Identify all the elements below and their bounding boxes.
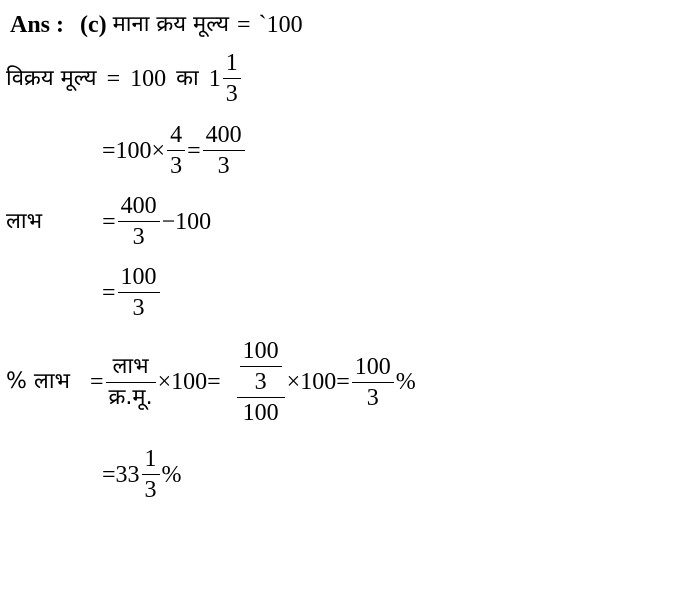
fraction	[352, 354, 394, 411]
fraction-denominator: 3	[217, 153, 230, 179]
fraction-numerator	[237, 338, 285, 395]
final-result-line	[102, 446, 182, 503]
equals-sign: =	[102, 461, 116, 488]
percent-sign: %	[395, 369, 416, 395]
fraction-denominator: 3	[254, 369, 267, 395]
fraction-numerator: 100	[120, 264, 157, 290]
fraction	[203, 122, 245, 179]
option-label: (c)	[80, 12, 107, 39]
mixed-fraction	[223, 50, 241, 107]
fraction-numerator: लाभ	[112, 353, 149, 379]
multiply-term: 100×	[115, 137, 166, 164]
fraction-bar	[237, 397, 285, 398]
fraction-bar	[223, 78, 241, 79]
equals-sign: =	[89, 369, 104, 395]
equals-sign: =	[102, 279, 116, 306]
assume-text: माना क्रय मूल्य	[112, 12, 230, 38]
fraction-bar	[106, 382, 156, 383]
fraction-denominator: 3	[132, 295, 145, 321]
mixed-fraction	[142, 446, 160, 503]
fraction-denominator: 3	[170, 153, 183, 179]
fraction-bar	[240, 366, 282, 367]
equals-sign: =	[102, 137, 116, 164]
fraction	[118, 264, 160, 321]
fraction-denominator: 3	[144, 477, 157, 503]
multiply-term: ×100	[157, 369, 208, 395]
profit-label: लाभ	[6, 208, 43, 234]
equals-sign: =	[207, 369, 221, 395]
fraction-bar	[203, 150, 245, 151]
equals-sign: =	[102, 208, 116, 235]
compound-fraction	[237, 338, 285, 426]
nested-fraction	[240, 338, 282, 395]
equals-sign: =	[106, 65, 121, 92]
fraction-numerator: 100	[242, 338, 279, 364]
equals-sign: =	[187, 137, 201, 164]
equals-sign: =	[336, 369, 350, 395]
multiply-term: ×100	[286, 369, 337, 395]
fraction-bar	[142, 474, 160, 475]
fraction-bar	[118, 292, 160, 293]
base-value: 100	[130, 65, 167, 92]
fraction-bar	[118, 221, 160, 222]
fraction-numerator: 4	[170, 122, 183, 148]
selling-price-line	[6, 50, 243, 107]
fraction-denominator: 3	[132, 224, 145, 250]
equals-sign: =	[237, 12, 251, 39]
minus-term: −100	[161, 208, 212, 235]
percent-profit-label: % लाभ	[6, 369, 70, 394]
fraction-denominator: 100	[242, 400, 279, 426]
calc-line	[102, 122, 247, 179]
fraction-numerator: 400	[205, 122, 242, 148]
fraction-denominator: 3	[366, 384, 379, 411]
fraction	[167, 122, 185, 179]
fraction-bar	[167, 150, 185, 151]
ka-word: का	[176, 65, 199, 91]
profit-result-line	[102, 264, 162, 321]
mixed-whole: 1	[208, 65, 221, 92]
fraction-denominator: 3	[225, 81, 238, 107]
selling-price-label: विक्रय मूल्य	[6, 65, 97, 91]
fraction-numerator: 400	[120, 193, 157, 219]
fraction-denominator: क्र.मू.	[108, 384, 153, 410]
percent-sign: %	[161, 461, 182, 488]
percent-profit-line	[6, 338, 416, 426]
fraction	[106, 354, 156, 411]
fraction-numerator: 1	[225, 50, 238, 76]
profit-line	[6, 193, 211, 250]
fraction-numerator: 100	[354, 353, 391, 380]
fraction	[118, 193, 160, 250]
mixed-whole: 33	[115, 461, 140, 488]
answer-line	[10, 10, 303, 39]
assume-value: `100	[258, 12, 303, 39]
fraction-numerator: 1	[144, 446, 157, 472]
ans-label: Ans :	[10, 12, 65, 39]
fraction-bar	[352, 382, 394, 383]
